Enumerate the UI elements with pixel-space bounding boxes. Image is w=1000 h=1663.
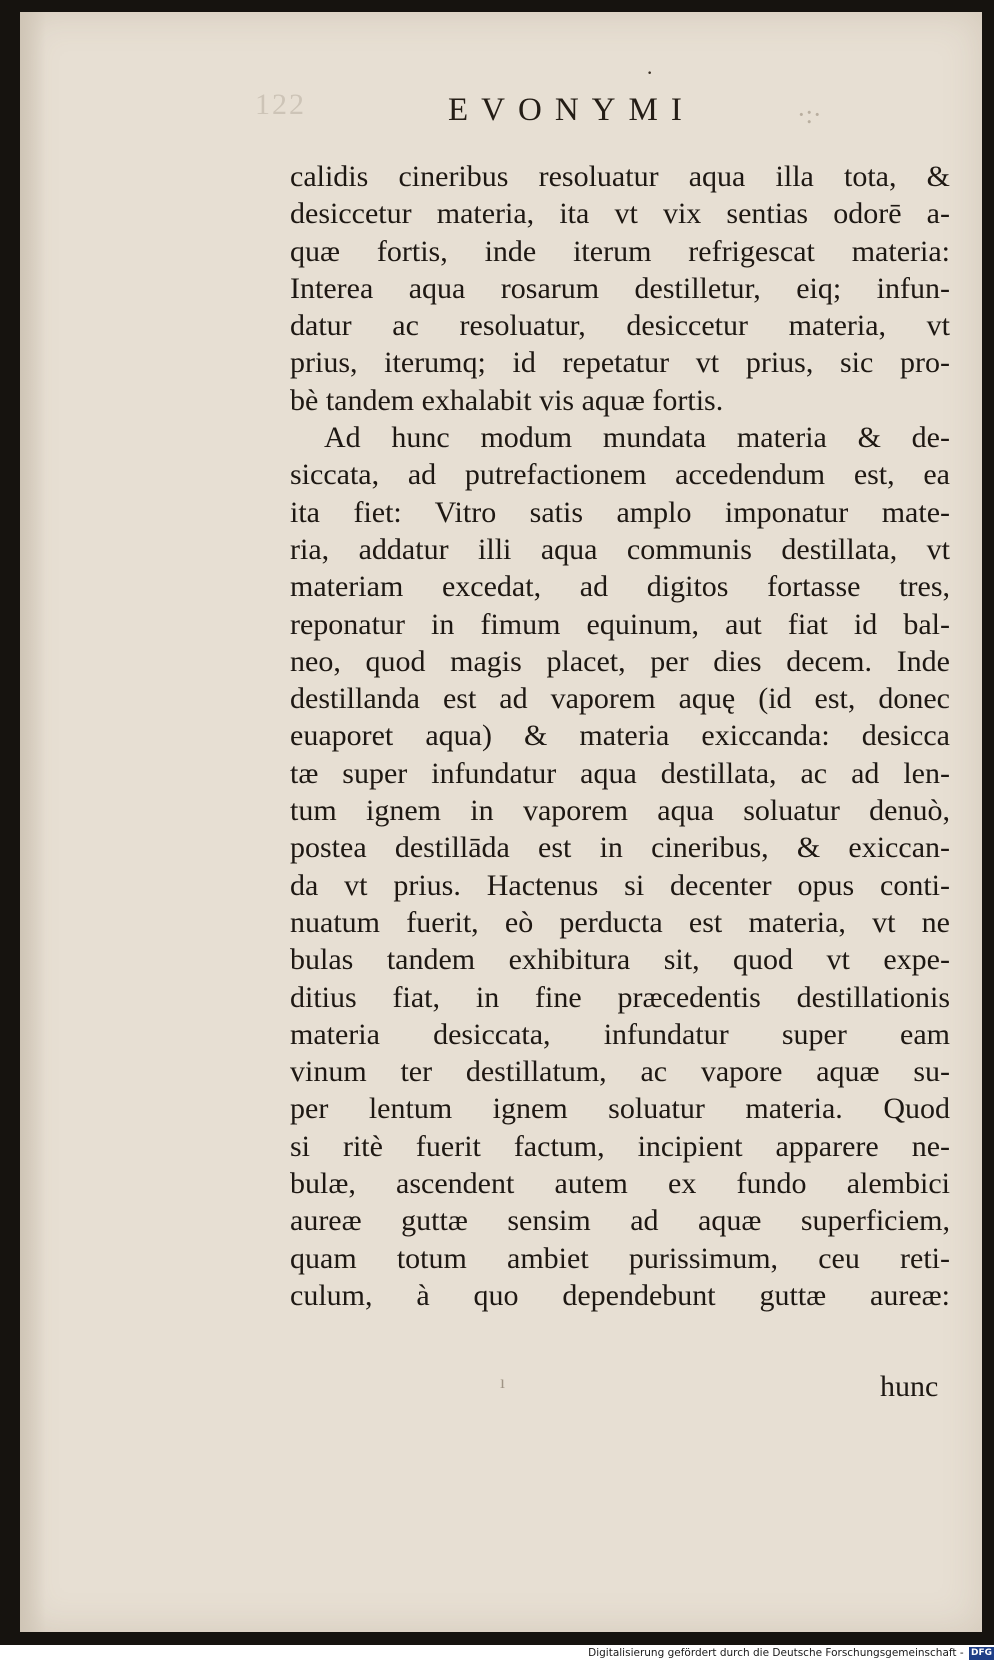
credit-text: Digitalisierung gefördert durch die Deutsche Forschungsgemeinschaft - <box>588 1647 964 1659</box>
text-line: bulas tandem exhibitura sit, quod vt expe- <box>290 943 950 977</box>
digitization-credit <box>588 1645 994 1661</box>
text-line: bè tandem exhalabit vis aquæ fortis. <box>290 383 724 417</box>
page-fold-shadow <box>20 12 46 1632</box>
text-line: ditius fiat, in fine præcedentis destillationis <box>290 980 950 1014</box>
text-line: quæ fortis, inde iterum refrigescat materia: <box>290 234 950 268</box>
text-line: euaporet aqua) & materia exiccanda: desicca <box>290 719 950 753</box>
body-text <box>290 158 950 1314</box>
ink-speck: · <box>646 60 654 85</box>
text-line: aureæ guttæ sensim ad aquæ superficiem, <box>290 1204 950 1238</box>
text-line: prius, iterumq; id repetatur vt prius, sic pro- <box>290 346 950 380</box>
running-head-ornament: ·:· <box>797 100 822 129</box>
text-line: reponatur in fimum equinum, aut fiat id bal- <box>290 607 950 641</box>
text-line: calidis cineribus resoluatur aqua illa tota, & <box>290 160 950 193</box>
text-line: tæ super infundatur aqua destillata, ac ad len- <box>290 756 950 790</box>
text-line: materiam excedat, ad digitos fortasse tres, <box>290 570 950 604</box>
text-line: vinum ter destillatum, ac vapore aquæ su- <box>290 1055 950 1089</box>
dfg-logo-icon: DFG <box>970 1647 992 1658</box>
page-number: 122 <box>255 88 306 121</box>
text-line: ita fiet: Vitro satis amplo imponatur mate- <box>290 495 950 529</box>
text-line: ria, addatur illi aqua communis destillata, vt <box>290 532 950 566</box>
text-line: desiccetur materia, ita vt vix sentias odorē a- <box>290 197 950 231</box>
text-line: postea destillāda est in cineribus, & exiccan- <box>290 831 950 865</box>
text-line: da vt prius. Hactenus si decenter opus conti- <box>290 868 950 902</box>
text-line: siccata, ad putrefactionem accedendum est, ea <box>290 458 950 492</box>
ink-speck: ı <box>500 1372 506 1392</box>
text-line: nuatum fuerit, eò perducta est materia, vt ne <box>290 905 950 939</box>
text-line: destillanda est ad vaporem aquę (id est, donec <box>290 682 950 716</box>
text-line: culum, à quo dependebunt guttæ aureæ: <box>290 1278 950 1312</box>
text-line: neo, quod magis placet, per dies decem. Inde <box>290 644 950 678</box>
text-line: tum ignem in vaporem aqua soluatur denuò, <box>290 794 950 828</box>
running-head: EVONYMI <box>448 92 695 128</box>
text-line: quam totum ambiet purissimum, ceu reti- <box>290 1241 950 1275</box>
catchword: hunc <box>880 1370 939 1403</box>
text-line: si ritè fuerit factum, incipient apparere ne- <box>290 1129 950 1163</box>
text-line: Ad hunc modum mundata materia & de- <box>324 421 950 455</box>
text-line: Interea aqua rosarum destilletur, eiq; infun- <box>290 271 950 305</box>
text-line: bulæ, ascendent autem ex fundo alembici <box>290 1167 950 1201</box>
text-line: per lentum ignem soluatur materia. Quod <box>290 1092 950 1126</box>
text-line: materia desiccata, infundatur super eam <box>290 1017 950 1051</box>
text-line: datur ac resoluatur, desiccetur materia, vt <box>290 309 950 343</box>
